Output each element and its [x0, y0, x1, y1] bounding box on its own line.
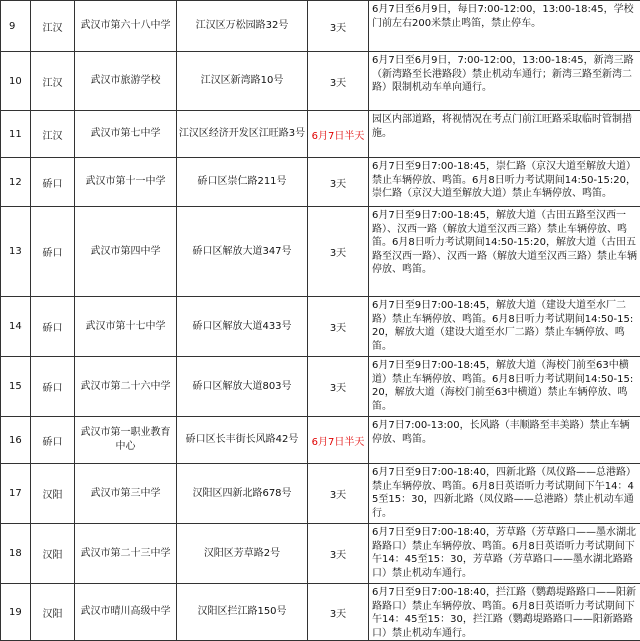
- address-cell: 江汉区经济开发区江旺路3号: [177, 111, 308, 158]
- address-cell: 汉阳区芳草路2号: [177, 524, 308, 584]
- duration-cell: 3天: [308, 1, 369, 52]
- school-name-cell: 武汉市晴川高级中学: [75, 584, 177, 641]
- table-row: [1, 417, 640, 464]
- duration-cell: 3天: [308, 464, 369, 524]
- district-cell: 江汉: [31, 1, 75, 52]
- table-row: [1, 111, 640, 158]
- duration-cell: 3天: [308, 52, 369, 111]
- table-row: [1, 207, 640, 297]
- row-number-cell: 18: [1, 524, 31, 584]
- traffic-note-cell: 6月7日至9日7:00-18:45，崇仁路（京汉大道至解放大道）禁止车辆停放、鸣笛。6月8日听力考试期间14:50-15:20，崇仁路（京汉大道至解放大道）禁止车辆停放、鸣笛。: [369, 158, 640, 207]
- duration-cell: 3天: [308, 524, 369, 584]
- address-cell: 硚口区解放大道433号: [177, 297, 308, 357]
- school-name-cell: 武汉市第一职业教育中心: [75, 417, 177, 464]
- district-cell: 硚口: [31, 297, 75, 357]
- address-cell: 硚口区崇仁路211号: [177, 158, 308, 207]
- traffic-note-cell: 6月7日至6月9日，每日7:00-12:00，13:00-18:45，学校门前左右200米禁止鸣笛，禁止停车。: [369, 1, 640, 52]
- table-row: [1, 464, 640, 524]
- row-number-cell: 19: [1, 584, 31, 641]
- duration-cell: 3天: [308, 357, 369, 417]
- row-number-cell: 16: [1, 417, 31, 464]
- traffic-note-cell: 6月7日7:00-13:00，长风路（丰顺路至丰美路）禁止车辆停放、鸣笛。: [369, 417, 640, 464]
- traffic-note-cell: 6月7日至6月9日，7:00-12:00，13:00-18:45，新湾三路（新湾路至长港路段）禁止机动车通行；新湾三路至新湾二路）限制机动车单向通行。: [369, 52, 640, 111]
- school-name-cell: 武汉市第七中学: [75, 111, 177, 158]
- table-row: [1, 357, 640, 417]
- traffic-note-cell: 6月7日至9日7:00-18:40，拦江路（鹦鹉堤路路口——阳新路路口）禁止车辆停放、鸣笛。6月8日英语听力考试期间下午14：45至15：30，拦江路（鹦鹉堤路路口——阳新路路口）禁止机动车通行。: [369, 584, 640, 641]
- address-cell: 汉阳区四新北路678号: [177, 464, 308, 524]
- district-cell: 汉阳: [31, 584, 75, 641]
- row-number-cell: 13: [1, 207, 31, 297]
- row-number-cell: 15: [1, 357, 31, 417]
- district-cell: 江汉: [31, 111, 75, 158]
- duration-cell: 3天: [308, 297, 369, 357]
- school-name-cell: 武汉市第十一中学: [75, 158, 177, 207]
- duration-cell: 3天: [308, 158, 369, 207]
- row-number-cell: 10: [1, 52, 31, 111]
- duration-cell: 3天: [308, 207, 369, 297]
- address-cell: 硚口区解放大道803号: [177, 357, 308, 417]
- district-cell: 汉阳: [31, 464, 75, 524]
- duration-cell: 3天: [308, 584, 369, 641]
- school-name-cell: 武汉市第二十三中学: [75, 524, 177, 584]
- table-row: [1, 584, 640, 641]
- row-number-cell: 17: [1, 464, 31, 524]
- address-cell: 硚口区长丰街长风路42号: [177, 417, 308, 464]
- school-name-cell: 武汉市第四中学: [75, 207, 177, 297]
- row-number-cell: 9: [1, 1, 31, 52]
- row-number-cell: 11: [1, 111, 31, 158]
- traffic-note-cell: 6月7日至9日7:00-18:40，四新北路（凤仪路——总港路）禁止车辆停放、鸣笛。6月8日英语听力考试期间下午14：45至15：30，四新北路（凤仪路——总港路）禁止机动车通行。: [369, 464, 640, 524]
- district-cell: 硚口: [31, 207, 75, 297]
- table-row: [1, 524, 640, 584]
- traffic-note-cell: 6月7日至9日7:00-18:45，解放大道（古田五路至汉西一路）、汉西一路（解放大道至汉西三路）禁止车辆停放、鸣笛。6月8日听力考试期间14:50-15:20，解放大道（古田五路至汉西一路）、汉西一路（解放大道至汉西三路）禁止车辆停放、鸣笛。: [369, 207, 640, 297]
- row-number-cell: 12: [1, 158, 31, 207]
- district-cell: 硚口: [31, 158, 75, 207]
- traffic-note-cell: 园区内部道路，将视情况在考点门前江旺路采取临时管制措施。: [369, 111, 640, 158]
- traffic-note-cell: 6月7日至9日7:00-18:45，解放大道（建设大道至水厂二路）禁止车辆停放、鸣笛。6月8日听力考试期间14:50-15:20，解放大道（建设大道至水厂二路）禁止车辆停放、鸣笛。: [369, 297, 640, 357]
- district-cell: 汉阳: [31, 524, 75, 584]
- traffic-note-cell: 6月7日至9日7:00-18:40，芳草路（芳草路口——墨水湖北路路口）禁止车辆停放、鸣笛。6月8日英语听力考试期间下午14：45至15：30，芳草路（芳草路口——墨水湖北路路口）禁止机动车通行。: [369, 524, 640, 584]
- table-row: [1, 297, 640, 357]
- traffic-note-cell: 6月7日至9日7:00-18:45，解放大道（海校门前至63中横道）禁止车辆停放、鸣笛。6月8日听力考试期间14:50-15:20，解放大道（海校门前至63中横道）禁止车辆停放、鸣笛。: [369, 357, 640, 417]
- duration-cell: 6月7日半天: [308, 111, 369, 158]
- row-number-cell: 14: [1, 297, 31, 357]
- school-name-cell: 武汉市第二十六中学: [75, 357, 177, 417]
- table-row: [1, 1, 640, 52]
- school-name-cell: 武汉市第六十八中学: [75, 1, 177, 52]
- table-body: [1, 1, 640, 641]
- district-cell: 硚口: [31, 417, 75, 464]
- address-cell: 江汉区新湾路10号: [177, 52, 308, 111]
- district-cell: 硚口: [31, 357, 75, 417]
- address-cell: 江汉区万松园路32号: [177, 1, 308, 52]
- table-row: [1, 158, 640, 207]
- address-cell: 硚口区解放大道347号: [177, 207, 308, 297]
- address-cell: 汉阳区拦江路150号: [177, 584, 308, 641]
- district-cell: 江汉: [31, 52, 75, 111]
- school-name-cell: 武汉市第十七中学: [75, 297, 177, 357]
- school-name-cell: 武汉市旅游学校: [75, 52, 177, 111]
- table-row: [1, 52, 640, 111]
- duration-cell: 6月7日半天: [308, 417, 369, 464]
- school-name-cell: 武汉市第三中学: [75, 464, 177, 524]
